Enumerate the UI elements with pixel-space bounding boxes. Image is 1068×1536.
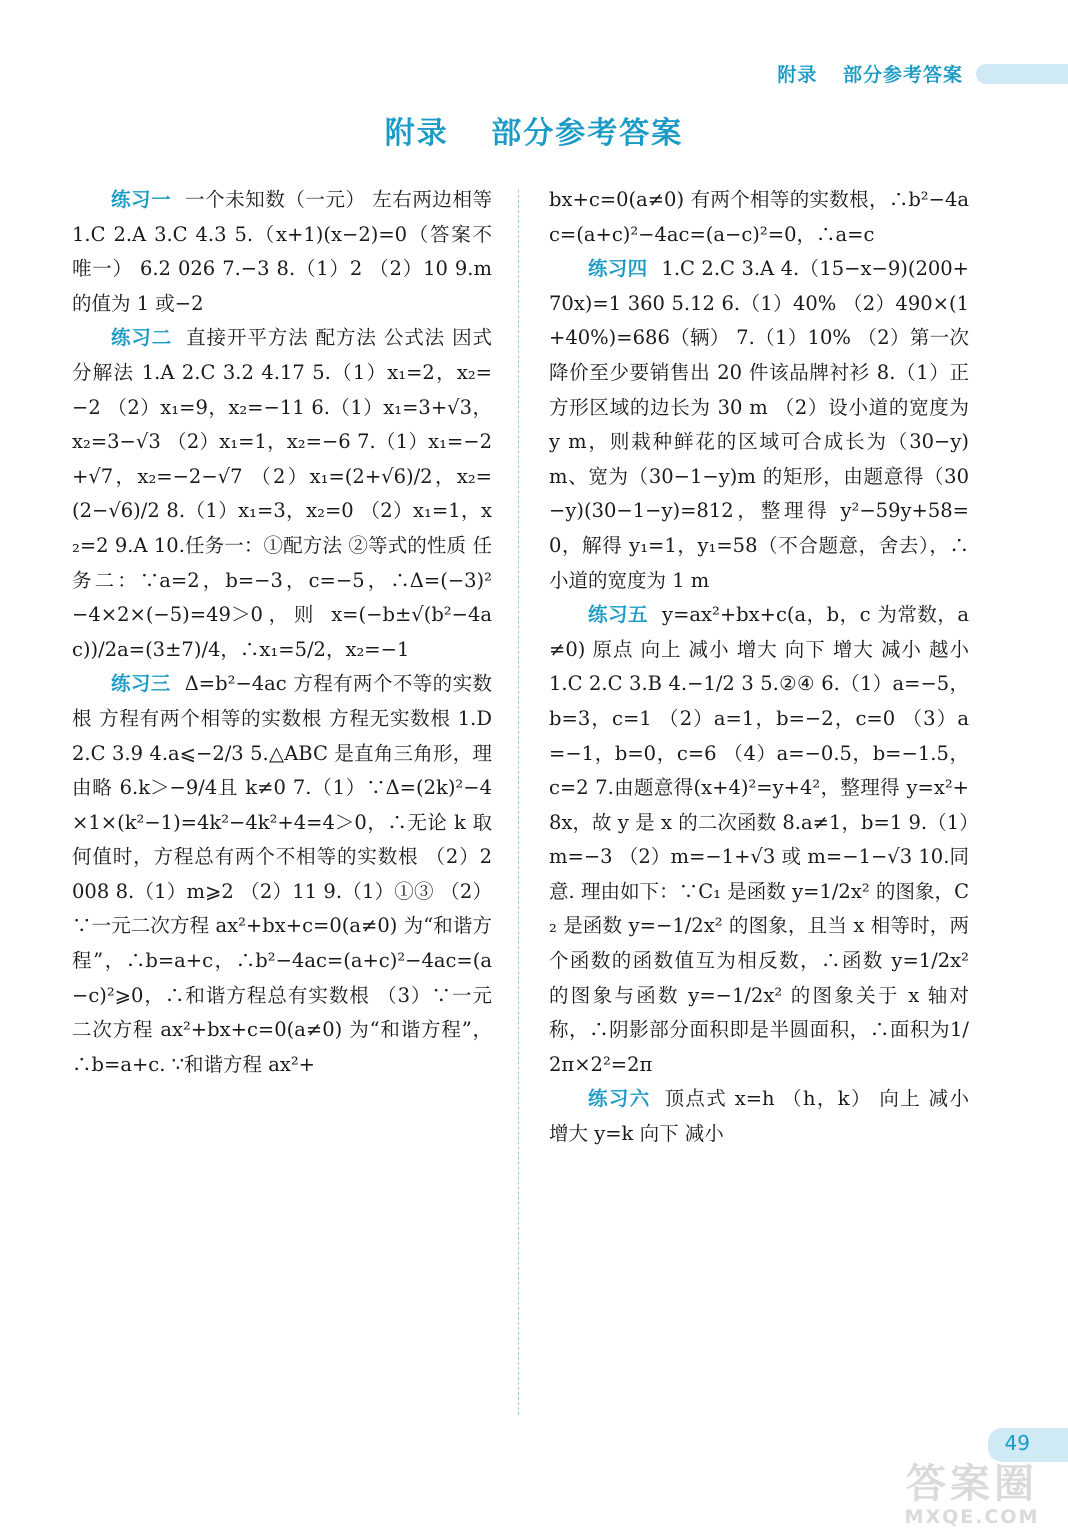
exercise-label: 练习四	[588, 257, 648, 281]
answer-text: 1.C 2.C 3.A 4.（15−x−9)(200+70x)=1 360 5.12 6.（1）40% （2）490×(1+40%)=686（辆） 7.（1）10% （2）第一次降价至少要销售出 20 件该品牌衬衫 8.（1）正方形区域的边长为 30 m （2）设小道的宽度为 y m，则栽种鲜花的区域可合成长为（30−y)m、宽为（30−1−y)m 的矩形，由题意得（30−y)(30−1−y)=812，整理得 y²−59y+58=0，解得 y₁=1，y₁=58（不合题意，舍去），∴小道的宽度为 1 m	[549, 257, 969, 592]
running-header-text	[777, 60, 963, 87]
watermark-line1: 答案圈	[906, 1461, 1038, 1507]
header-subtitle: 部分参考答案	[842, 64, 963, 86]
answer-text: 直接开平方法 配方法 公式法 因式分解法 1.A 2.C 3.2 4.17 5.（1）x₁=2，x₂=−2 （2）x₁=9，x₂=−11 6.（1）x₁=3+√3，x₂=3−√3 （2）x₁=1，x₂=−6 7.（1）x₁=−2+√7，x₂=−2−√7 （2）x₁=(2+√6)/2，x₂=(2−√6)/2 8.（1）x₁=3，x₂=0 （2）x₁=1，x₂=2 9.A 10.任务一：①配方法 ②等式的性质 任务二：∵a=2，b=−3，c=−5，∴Δ=(−3)²−4×2×(−5)=49＞0，则 x=(−b±√(b²−4ac))/2a=(3±7)/4，∴x₁=5/2，x₂=−1	[72, 326, 492, 661]
exercise-label: 练习一	[111, 188, 172, 211]
answer-text: y=ax²+bx+c(a，b，c 为常数，a≠0) 原点 向上 减小 增大 向下 增大 减小 越小 1.C 2.C 3.B 4.−1/2 3 5.②④ 6.（1）a=−5，b=3，c=1 （2）a=1，b=−2，c=0 （3）a=−1，b=0，c=6 （4）a=−0.5，b=−1.5，c=2 7.由题意得(x+4)²=y+4²，整理得 y=x²+8x，故 y 是 x 的二次函数 8.a≠1，b=1 9.（1）m=−3 （2）m=−1+√3 或 m=−1−√3 10.同意. 理由如下：∵C₁ 是函数 y=1/2x² 的图象，C₂ 是函数 y=−1/2x² 的图象，且当 x 相等时，两个函数的函数值互为相反数，∴函数 y=1/2x² 的图象与函数 y=−1/2x² 的图象关于 x 轴对称，∴阴影部分面积即是半圆面积，∴面积为1/2π×2²=2π	[549, 603, 969, 1076]
answer-text: 顶点式 x=h （h，k） 向上 减小 增大 y=k 向下 减小	[549, 1087, 969, 1146]
title-part1: 附录	[384, 116, 449, 151]
watermark-line2: MXQE.COM	[904, 1506, 1040, 1528]
answer-block	[72, 667, 492, 1082]
exercise-label: 练习二	[111, 326, 173, 350]
running-header	[648, 60, 1068, 90]
answer-text: 一个未知数（一元） 左右两边相等 1.C 2.A 3.C 4.3 5.（x+1)(x−2)=0（答案不唯一） 6.2 026 7.−3 8.（1）2 （2）10 9.m 的值为 1 或−2	[72, 188, 492, 315]
page-title	[0, 108, 1068, 152]
column-divider	[518, 190, 519, 1415]
header-section: 附录	[777, 64, 818, 86]
watermark-logo	[882, 1462, 1062, 1530]
answer-block-continued	[549, 183, 969, 252]
answer-block	[549, 252, 969, 598]
answer-block	[549, 598, 969, 1082]
exercise-label: 练习六	[588, 1087, 651, 1111]
title-part2: 部分参考答案	[491, 116, 684, 151]
exercise-label: 练习五	[588, 603, 649, 627]
answer-text: Δ=b²−4ac 方程有两个不等的实数根 方程有两个相等的实数根 方程无实数根 1.D 2.C 3.9 4.a⩽−2/3 5.△ABC 是直角三角形，理由略 6.k＞−9/4且 k≠0 7.（1）∵Δ=(2k)²−4×1×(k²−1)=4k²−4k²+4=4＞0，∴无论 k 取何值时，方程总有两个不相等的实数根 （2）2 008 8.（1）m⩾2 （2）11 9.（1）①③ （2）∵一元二次方程 ax²+bx+c=0(a≠0) 为“和谐方程”，∴b=a+c，∴b²−4ac=(a+c)²−4ac=(a−c)²⩾0，∴和谐方程总有实数根 （3）∵一元二次方程 ax²+bx+c=0(a≠0) 为“和谐方程”，∴b=a+c. ∵和谐方程 ax²+	[72, 672, 492, 1076]
header-decor-bar	[976, 64, 1068, 84]
answer-block	[72, 183, 492, 321]
answer-text: bx+c=0(a≠0) 有两个相等的实数根，∴b²−4ac=(a+c)²−4ac=(a−c)²=0，∴a=c	[549, 188, 969, 246]
page-number: 49	[1004, 1431, 1030, 1455]
answer-block	[549, 1082, 969, 1151]
left-column	[72, 183, 492, 1082]
answer-block	[72, 321, 492, 667]
right-column	[549, 183, 969, 1152]
exercise-label: 练习三	[111, 672, 171, 696]
